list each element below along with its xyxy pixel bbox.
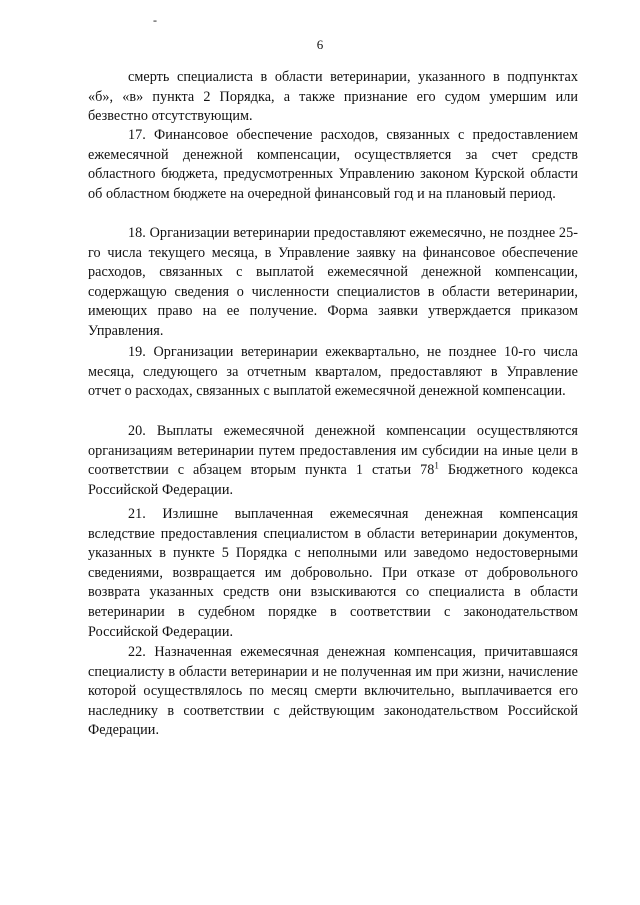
- paragraph-20-superscript: 1: [434, 460, 439, 471]
- paragraph-20-text: 20. Выплаты ежемесячной денежной компенсации осуществляются организациям ветеринарии путем предоставления им субсидии на иные цели в соответствии с абзацем вторым пункта 1 статьи 78: [88, 423, 578, 479]
- paragraph-18: 18. Организации ветеринарии предоставляют ежемесячно, не позднее 25-го числа текущего месяца, в Управление заявку на финансовое обеспечение расходов, связанных с выплатой ежемесячной денежной компенсации, содержащую сведения о численности специалистов в области ветеринарии, имеющих право на ее получение. Форма заявки утверждается приказом Управления.: [88, 225, 578, 339]
- paragraph-20-text-end: Бюджетного кодекса Российской Федерации.: [88, 462, 578, 498]
- paragraph-continuation: смерть специалиста в области ветеринарии, указанного в подпунктах «б», «в» пункта 2 Порядка, а также признание его судом умершим или безвестно отсутствующим.: [88, 69, 578, 125]
- paragraph-20: [88, 422, 578, 500]
- page-number: 6: [316, 37, 324, 52]
- paragraph-22: 22. Назначенная ежемесячная денежная компенсация, причитавшаяся специалисту в области ветеринарии и не полученная им при жизни, начисление которой осуществлялось по месяц смерти включительно, выплачивается его наследнику в соответствии с действующим законодательством Российской Федерации.: [88, 644, 578, 739]
- paragraph-19: 19. Организации ветеринарии ежеквартально, не позднее 10-го числа месяца, следующего за отчетным кварталом, предоставляют в Управление отчет о расходах, связанных с выплатой ежемесячной денежной компенсации.: [88, 344, 578, 400]
- paragraph-17: 17. Финансовое обеспечение расходов, связанных с предоставлением ежемесячной денежной компенсации, осуществляется за счет средств областного бюджета, предусмотренных Управлению законом Курской области об областном бюджете на очередной финансовый год и на плановый период.: [88, 127, 578, 202]
- scan-mark: -: [153, 13, 157, 27]
- paragraph-21: 21. Излишне выплаченная ежемесячная денежная компенсация вследствие предоставления специалистом в области ветеринарии документов, указанных в пункте 5 Порядка с неполными или заведомо недостоверными сведениями, возвращается им добровольно. При отказе от добровольного возврата указанных средств они взыскиваются со специалиста в области ветеринарии в судебном порядке в соответствии с законодательством Российской Федерации.: [88, 506, 578, 640]
